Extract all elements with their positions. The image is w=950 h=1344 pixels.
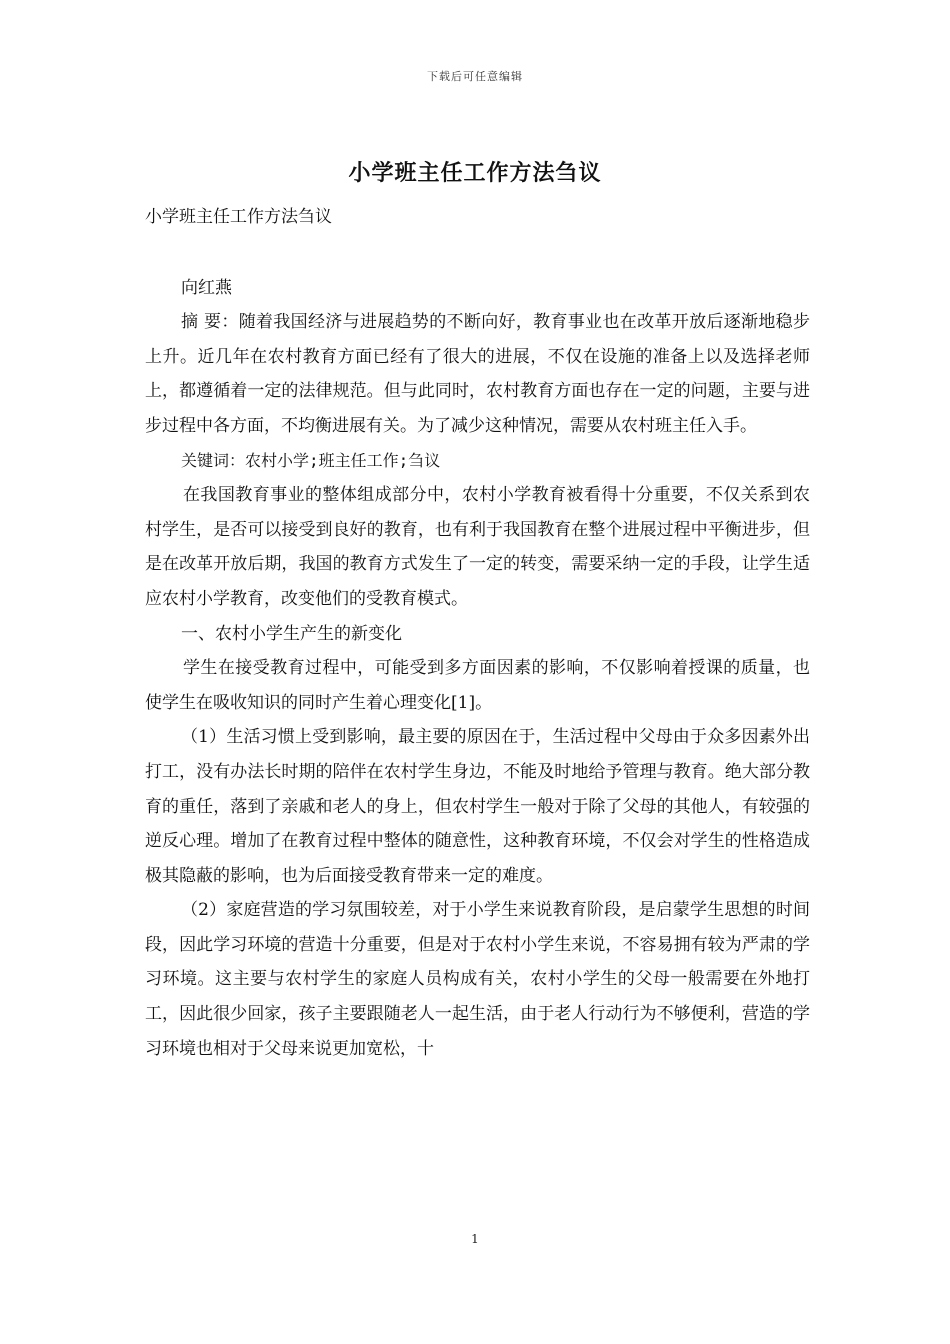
document-body [145,200,810,1066]
section-heading: 一、农村小学生产生的新变化 [181,623,402,644]
author-name: 向红燕 [181,277,232,298]
document-title: 小学班主任工作方法刍议 [348,160,602,186]
page-number: 1 [471,1232,479,1246]
document-subtitle: 小学班主任工作方法刍议 [145,207,332,227]
body-paragraph: （1）生活习惯上受到影响，最主要的原因在于，生活过程中父母由于众多因素外出打工，没有办法长时期的陪伴在农村学生身边，不能及时地给予管理与教育。绝大部分教育的重任，落到了亲戚和老人的身上，但农村学生一般对于除了父母的其他人，有较强的逆反心理。增加了在教育过程中整体的随意性，这种教育环境，不仅会对学生的性格造成极其隐蔽的影响，也为后面接受教育带来一定的难度。 [145,727,810,886]
body-paragraph: 学生在接受教育过程中，可能受到多方面因素的影响，不仅影响着授课的质量，也使学生在吸收知识的同时产生着心理变化[1]。 [145,658,810,713]
body-paragraph: （2）家庭营造的学习氛围较差，对于小学生来说教育阶段，是启蒙学生思想的时间段，因此学习环境的营造十分重要，但是对于农村小学生来说，不容易拥有较为严肃的学习环境。这主要与农村学生的家庭人员构成有关，农村小学生的父母一般需要在外地打工，因此很少回家，孩子主要跟随老人一起生活，由于老人行动行为不够便利，营造的学习环境也相对于父母来说更加宽松，十 [145,900,810,1059]
blank-line [145,235,810,271]
body-paragraph: 在我国教育事业的整体组成部分中，农村小学教育被看得十分重要，不仅关系到农村学生，是否可以接受到良好的教育，也有利于我国教育在整个进展过程中平衡进步，但是在改革开放后期，我国的教育方式发生了一定的转变，需要采纳一定的手段，让学生适应农村小学教育，改变他们的受教育模式。 [145,485,810,609]
keywords-line: 关键词：农村小学;班主任工作;刍议 [181,450,441,470]
page-header: 下载后可任意编辑 [427,70,523,83]
abstract-paragraph: 摘 要：随着我国经济与进展趋势的不断向好，教育事业也在改革开放后逐渐地稳步上升。近几年在农村教育方面已经有了很大的进展，不仅在设施的准备上以及选择老师上，都遵循着一定的法律规范。但与此同时，农村教育方面也存在一定的问题，主要与进步过程中各方面，不均衡进展有关。为了减少这种情况，需要从农村班主任入手。 [145,312,810,436]
